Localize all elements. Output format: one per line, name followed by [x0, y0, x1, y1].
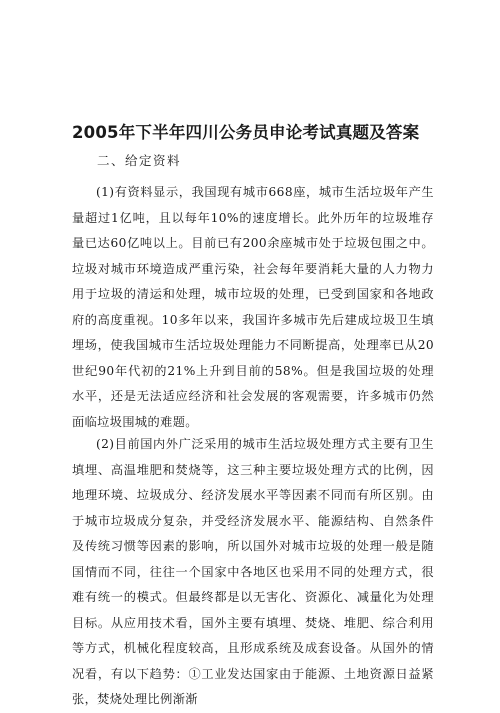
document-title: 2005年下半年四川公务员申论考试真题及答案 [72, 123, 420, 142]
paragraph-1: (1)有资料显示，我国现有城市668座，城市生活垃圾年产生量超过1亿吨，且以每年10%的速度增长。此外历年的垃圾堆存量已达60亿吨以上。目前已有200余座城市处于垃圾包围之中。垃圾对城市环境造成严重污染，社会每年要消耗大量的人力物力用于垃圾的清运和处理，城市垃圾的处理，已受到国家和各地政府的高度重视。10多年以来，我国许多城市先后建成垃圾卫生填埋场，使我国城市生活垃圾处理能力不同断提高，处理率已从20世纪90年代初的21%上升到目前的58%。但是我国垃圾的处理水平，还是无法适应经济和社会发展的客观需要，许多城市仍然面临垃圾围城的难题。 [72, 185, 434, 429]
paragraph-2: (2)目前国内外广泛采用的城市生活垃圾处理方式主要有卫生填埋、高温堆肥和焚烧等，这三种主要垃圾处理方式的比例，因地理环境、垃圾成分、经济发展水平等因素不同而有所区别。由于城市垃圾成分复杂，并受经济发展水平、能源结构、自然条件及传统习惯等因素的影响，所以国外对城市垃圾的处理一般是随国情而不同，往往一个国家中各地区也采用不同的处理方式，很难有统一的模式。但最终都是以无害化、资源化、减量化为处理目标。从应用技术看，国外主要有填埋、焚烧、堆肥、综合利用等方式，机械化程度较高，且形成系统及成套设备。从国外的情况看，有以下趋势：①工业发达国家由于能源、土地资源日益紧张，焚烧处理比例渐渐 [72, 437, 434, 706]
section-heading: 二、给定资料 [97, 153, 182, 168]
